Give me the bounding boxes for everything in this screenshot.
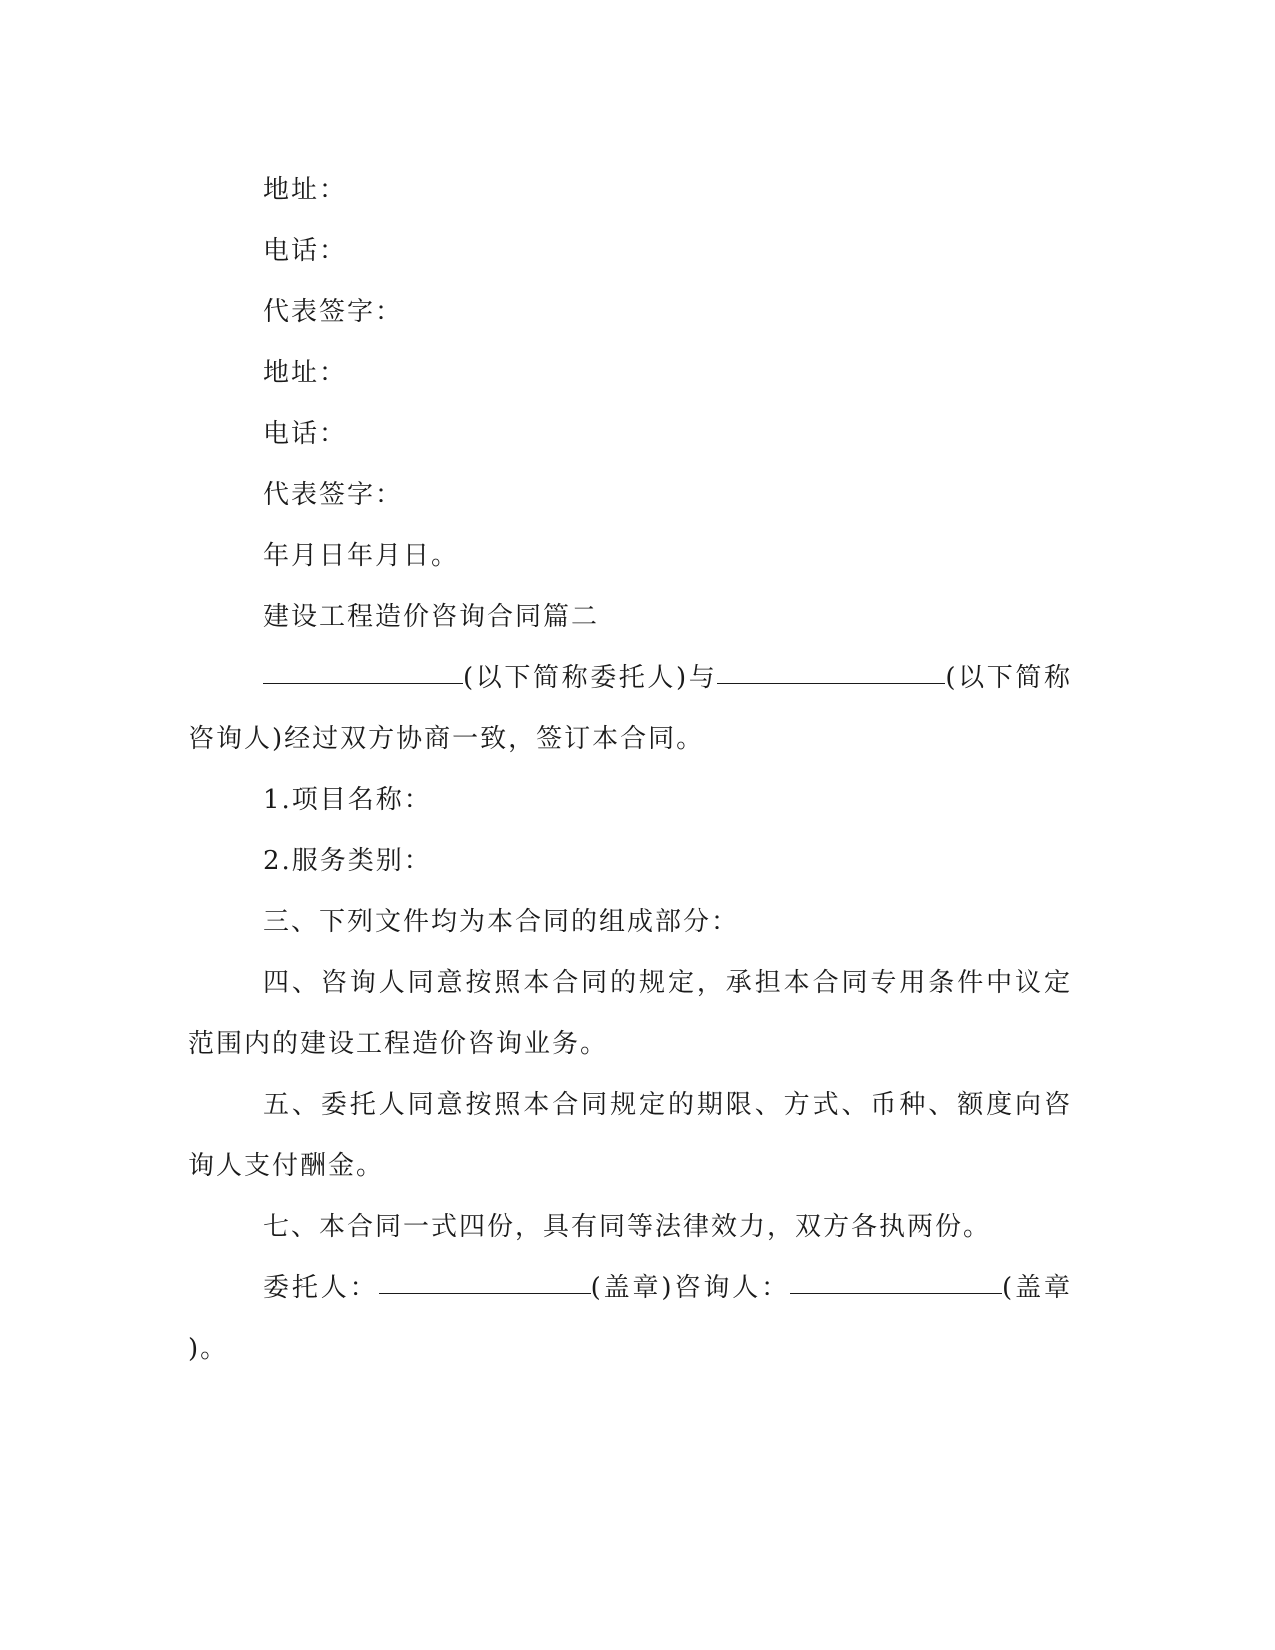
clause-3: 三、下列文件均为本合同的组成部分： (263, 907, 740, 937)
seal-label-1: (盖章)咨询人： (590, 1273, 791, 1303)
phone-line: 电话： (263, 419, 348, 449)
item-project-name: 1.项目名称： (263, 785, 432, 815)
date-line: 年月日年月日。 (263, 541, 460, 571)
consultant-blank (717, 661, 945, 684)
clause-5-line1: 五、委托人同意按照本合同规定的期限、方式、币种、额度向咨 (263, 1090, 1072, 1120)
address-line: 地址： (263, 175, 348, 205)
clause-5-line2: 询人支付酬金。 (188, 1151, 385, 1181)
section-title: 建设工程造价咨询合同篇二 (263, 602, 600, 632)
signature-paragraph (188, 1258, 1072, 1319)
signature-line: 代表签字： (263, 297, 404, 327)
signature-end: )。 (188, 1334, 229, 1364)
clause-4-line2: 范围内的建设工程造价咨询业务。 (188, 1029, 609, 1059)
clause-4-line1: 四、咨询人同意按照本合同的规定，承担本合同专用条件中议定 (263, 968, 1072, 998)
address-line: 地址： (263, 358, 348, 388)
client-sign-blank (379, 1271, 591, 1294)
clause-7: 七、本合同一式四份，具有同等法律效力，双方各执两份。 (263, 1212, 992, 1242)
client-label: 委托人： (263, 1273, 379, 1303)
intro-continuation: 咨询人)经过双方协商一致，签订本合同。 (188, 724, 705, 754)
seal-label-2: (盖章 (1002, 1273, 1072, 1303)
client-blank (263, 661, 463, 684)
item-service-type: 2.服务类别： (263, 846, 432, 876)
intro-paragraph (188, 648, 1072, 709)
phone-line: 电话： (263, 236, 348, 266)
signature-line: 代表签字： (263, 480, 404, 510)
intro-part1: (以下简称委托人)与 (463, 663, 718, 693)
intro-part2: (以下简称 (945, 663, 1072, 693)
contract-text (188, 160, 1072, 1380)
consultant-sign-blank (790, 1271, 1002, 1294)
